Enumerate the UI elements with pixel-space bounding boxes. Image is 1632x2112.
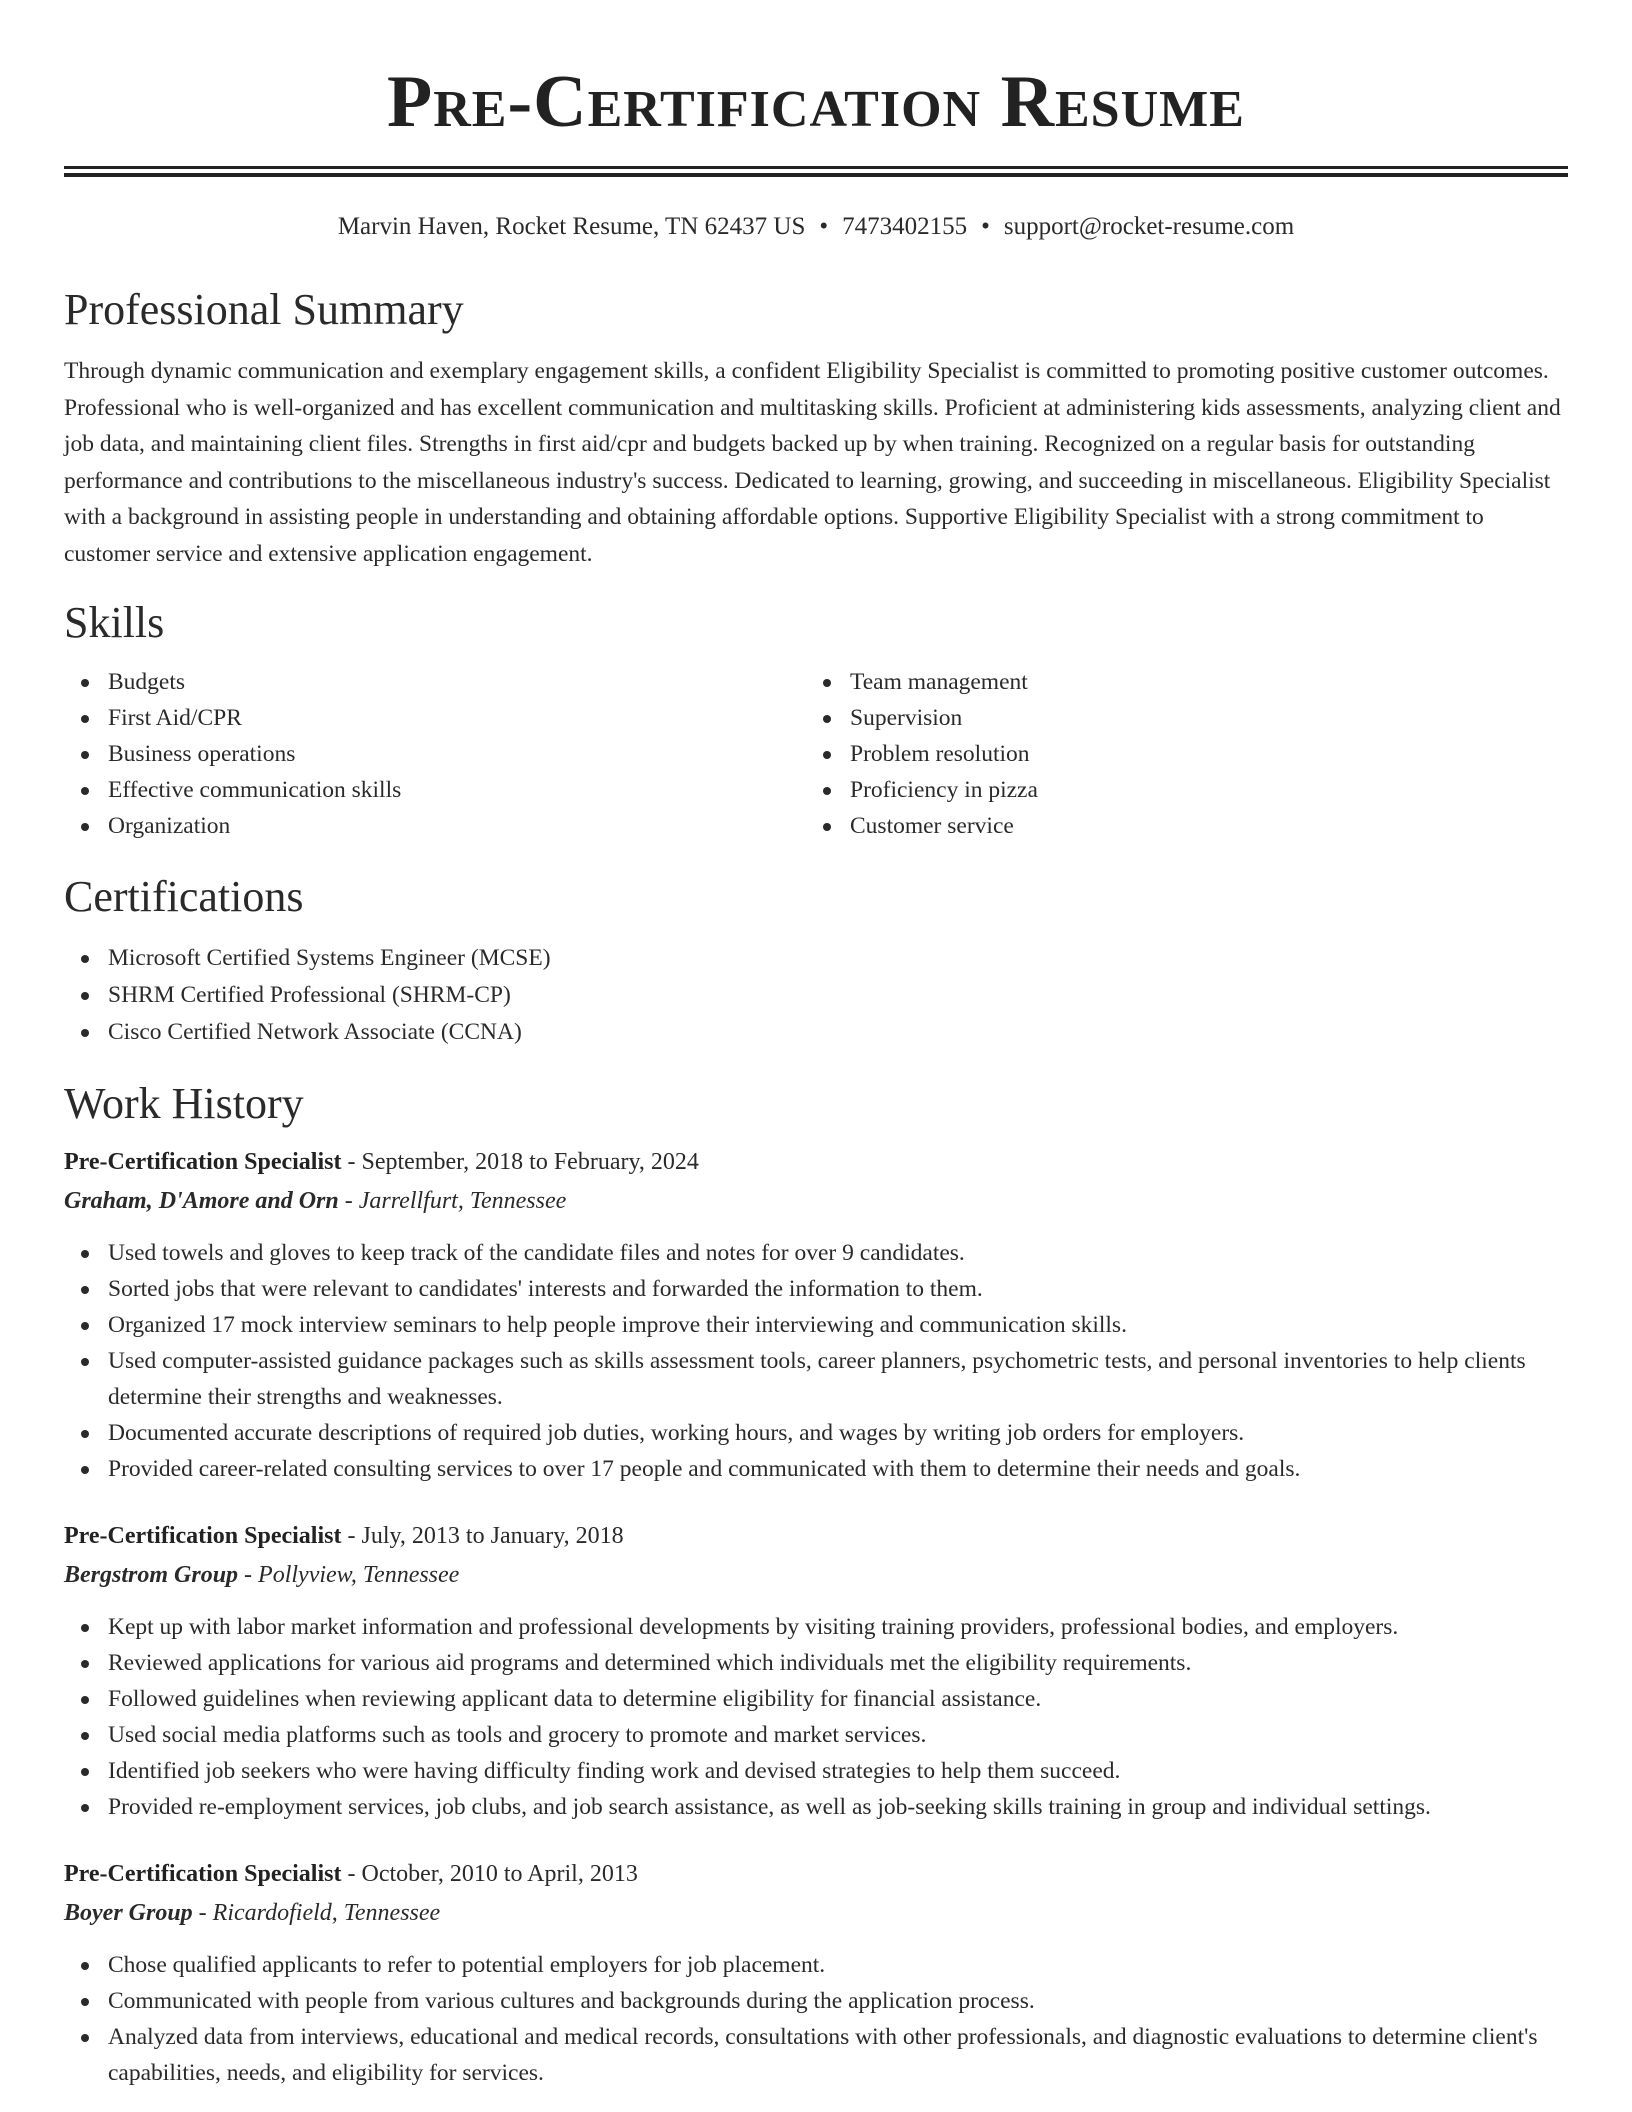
skills-list-left bbox=[64, 664, 806, 844]
job-employer-line: Bergstrom Group - Pollyview, Tennessee bbox=[64, 1562, 460, 1588]
skill-item: Organization bbox=[64, 808, 806, 844]
contact-address: Marvin Haven, Rocket Resume, TN 62437 US bbox=[337, 213, 806, 240]
contact-separator: • bbox=[819, 213, 829, 240]
job-location: Jarrellfurt, Tennessee bbox=[358, 1188, 567, 1214]
skills-list-right bbox=[806, 664, 1548, 844]
job-title: Pre-Certification Specialist bbox=[64, 1149, 342, 1175]
job-entry bbox=[64, 1143, 1568, 1487]
job-dates: October, 2010 to April, 2013 bbox=[361, 1861, 638, 1887]
contact-phone: 7473402155 bbox=[842, 213, 968, 240]
job-entry bbox=[64, 1855, 1568, 2091]
job-company: Boyer Group bbox=[64, 1900, 193, 1926]
skills-heading: Skills bbox=[64, 598, 165, 647]
certification-item: SHRM Certified Professional (SHRM-CP) bbox=[64, 977, 1568, 1014]
job-header: Pre-Certification Specialist - July, 2013 to January, 2018 bbox=[64, 1523, 624, 1549]
job-header: Pre-Certification Specialist - September, 2018 to February, 2024 bbox=[64, 1149, 699, 1175]
certifications-list bbox=[64, 940, 1568, 1051]
summary-text: Through dynamic communication and exemplary engagement skills, a confident Eligibility Specialist is committed to promoting positive customer outcomes. Professional who is well-organized and has excellent communication and multitasking skills. Proficient at administering kids assessments, analyzing client and job data, and maintaining client files. Strengths in first aid/cpr and budgets backed up by when training. Recognized on a regular basis for outstanding performance and contributions to the miscellaneous industry's success. Dedicated to learning, growing, and succeeding in miscellaneous. Eligibility Specialist with a background in assisting people in understanding and obtaining affordable options. Supportive Eligibility Specialist with a strong commitment to customer service and extensive application engagement. bbox=[64, 358, 1561, 567]
work-history-heading: Work History bbox=[64, 1079, 304, 1128]
skill-item: Business operations bbox=[64, 736, 806, 772]
professional-summary-section bbox=[64, 283, 1568, 572]
job-duty: Kept up with labor market information and professional developments by visiting training providers, professional bodies, and employers. bbox=[64, 1609, 1568, 1645]
job-duty: Analyzed data from interviews, educational and medical records, consultations with other professionals, and diagnostic evaluations to determine client's capabilities, needs, and eligibility for services. bbox=[64, 2019, 1568, 2091]
skill-item: Effective communication skills bbox=[64, 772, 806, 808]
job-location: Pollyview, Tennessee bbox=[258, 1562, 460, 1588]
certification-item: Microsoft Certified Systems Engineer (MCSE) bbox=[64, 940, 1568, 977]
skills-columns bbox=[64, 664, 1568, 844]
job-duty: Provided career-related consulting services to over 17 people and communicated with them to determine their needs and goals. bbox=[64, 1451, 1568, 1487]
job-duties-list bbox=[64, 1947, 1568, 2091]
job-duty: Followed guidelines when reviewing applicant data to determine eligibility for financial assistance. bbox=[64, 1681, 1568, 1717]
work-history-section bbox=[64, 1077, 1568, 2091]
job-duties-list bbox=[64, 1235, 1568, 1487]
job-duty: Identified job seekers who were having difficulty finding work and devised strategies to help them succeed. bbox=[64, 1753, 1568, 1789]
skill-item: Customer service bbox=[806, 808, 1548, 844]
job-location: Ricardofield, Tennessee bbox=[212, 1900, 441, 1926]
skill-item: Team management bbox=[806, 664, 1548, 700]
certifications-section bbox=[64, 870, 1568, 1051]
contact-email: support@rocket-resume.com bbox=[1003, 213, 1295, 240]
job-employer-line: Graham, D'Amore and Orn - Jarrellfurt, Tennessee bbox=[64, 1188, 567, 1214]
summary-heading: Professional Summary bbox=[64, 285, 464, 334]
skill-item: Supervision bbox=[806, 700, 1548, 736]
job-company: Bergstrom Group bbox=[64, 1562, 239, 1588]
job-duty: Used towels and gloves to keep track of the candidate files and notes for over 9 candidates. bbox=[64, 1235, 1568, 1271]
job-entry bbox=[64, 1517, 1568, 1825]
job-duty: Reviewed applications for various aid programs and determined which individuals met the eligibility requirements. bbox=[64, 1645, 1568, 1681]
job-title: Pre-Certification Specialist bbox=[64, 1861, 342, 1887]
skill-item: Problem resolution bbox=[806, 736, 1548, 772]
job-employer-line: Boyer Group - Ricardofield, Tennessee bbox=[64, 1900, 441, 1926]
skill-item: Proficiency in pizza bbox=[806, 772, 1548, 808]
job-duty: Chose qualified applicants to refer to potential employers for job placement. bbox=[64, 1947, 1568, 1983]
resume-title: Pre-Certification Resume bbox=[387, 61, 1245, 143]
certifications-heading: Certifications bbox=[64, 872, 304, 921]
skills-section bbox=[64, 596, 1568, 844]
job-duties-list bbox=[64, 1609, 1568, 1825]
job-dates: September, 2018 to February, 2024 bbox=[361, 1149, 699, 1175]
job-company: Graham, D'Amore and Orn bbox=[64, 1188, 339, 1214]
contact-separator: • bbox=[981, 213, 990, 240]
job-duty: Used computer-assisted guidance packages such as skills assessment tools, career planners, psychometric tests, and personal inventories to help clients determine their strengths and weaknesses. bbox=[64, 1343, 1568, 1415]
certification-item: Cisco Certified Network Associate (CCNA) bbox=[64, 1014, 1568, 1051]
job-duty: Communicated with people from various cultures and backgrounds during the application process. bbox=[64, 1983, 1568, 2019]
skill-item: Budgets bbox=[64, 664, 806, 700]
job-dates: July, 2013 to January, 2018 bbox=[361, 1523, 624, 1549]
job-header: Pre-Certification Specialist - October, 2010 to April, 2013 bbox=[64, 1861, 638, 1887]
skill-item: First Aid/CPR bbox=[64, 700, 806, 736]
job-duty: Provided re-employment services, job clubs, and job search assistance, as well as job-seeking skills training in group and individual settings. bbox=[64, 1789, 1568, 1825]
job-duty: Organized 17 mock interview seminars to help people improve their interviewing and communication skills. bbox=[64, 1307, 1568, 1343]
job-title: Pre-Certification Specialist bbox=[64, 1523, 342, 1549]
title-double-rule bbox=[64, 166, 1568, 177]
contact-line bbox=[64, 211, 1568, 243]
job-duty: Documented accurate descriptions of required job duties, working hours, and wages by writing job orders for employers. bbox=[64, 1415, 1568, 1451]
job-duty: Sorted jobs that were relevant to candidates' interests and forwarded the information to them. bbox=[64, 1271, 1568, 1307]
job-duty: Used social media platforms such as tools and grocery to promote and market services. bbox=[64, 1717, 1568, 1753]
